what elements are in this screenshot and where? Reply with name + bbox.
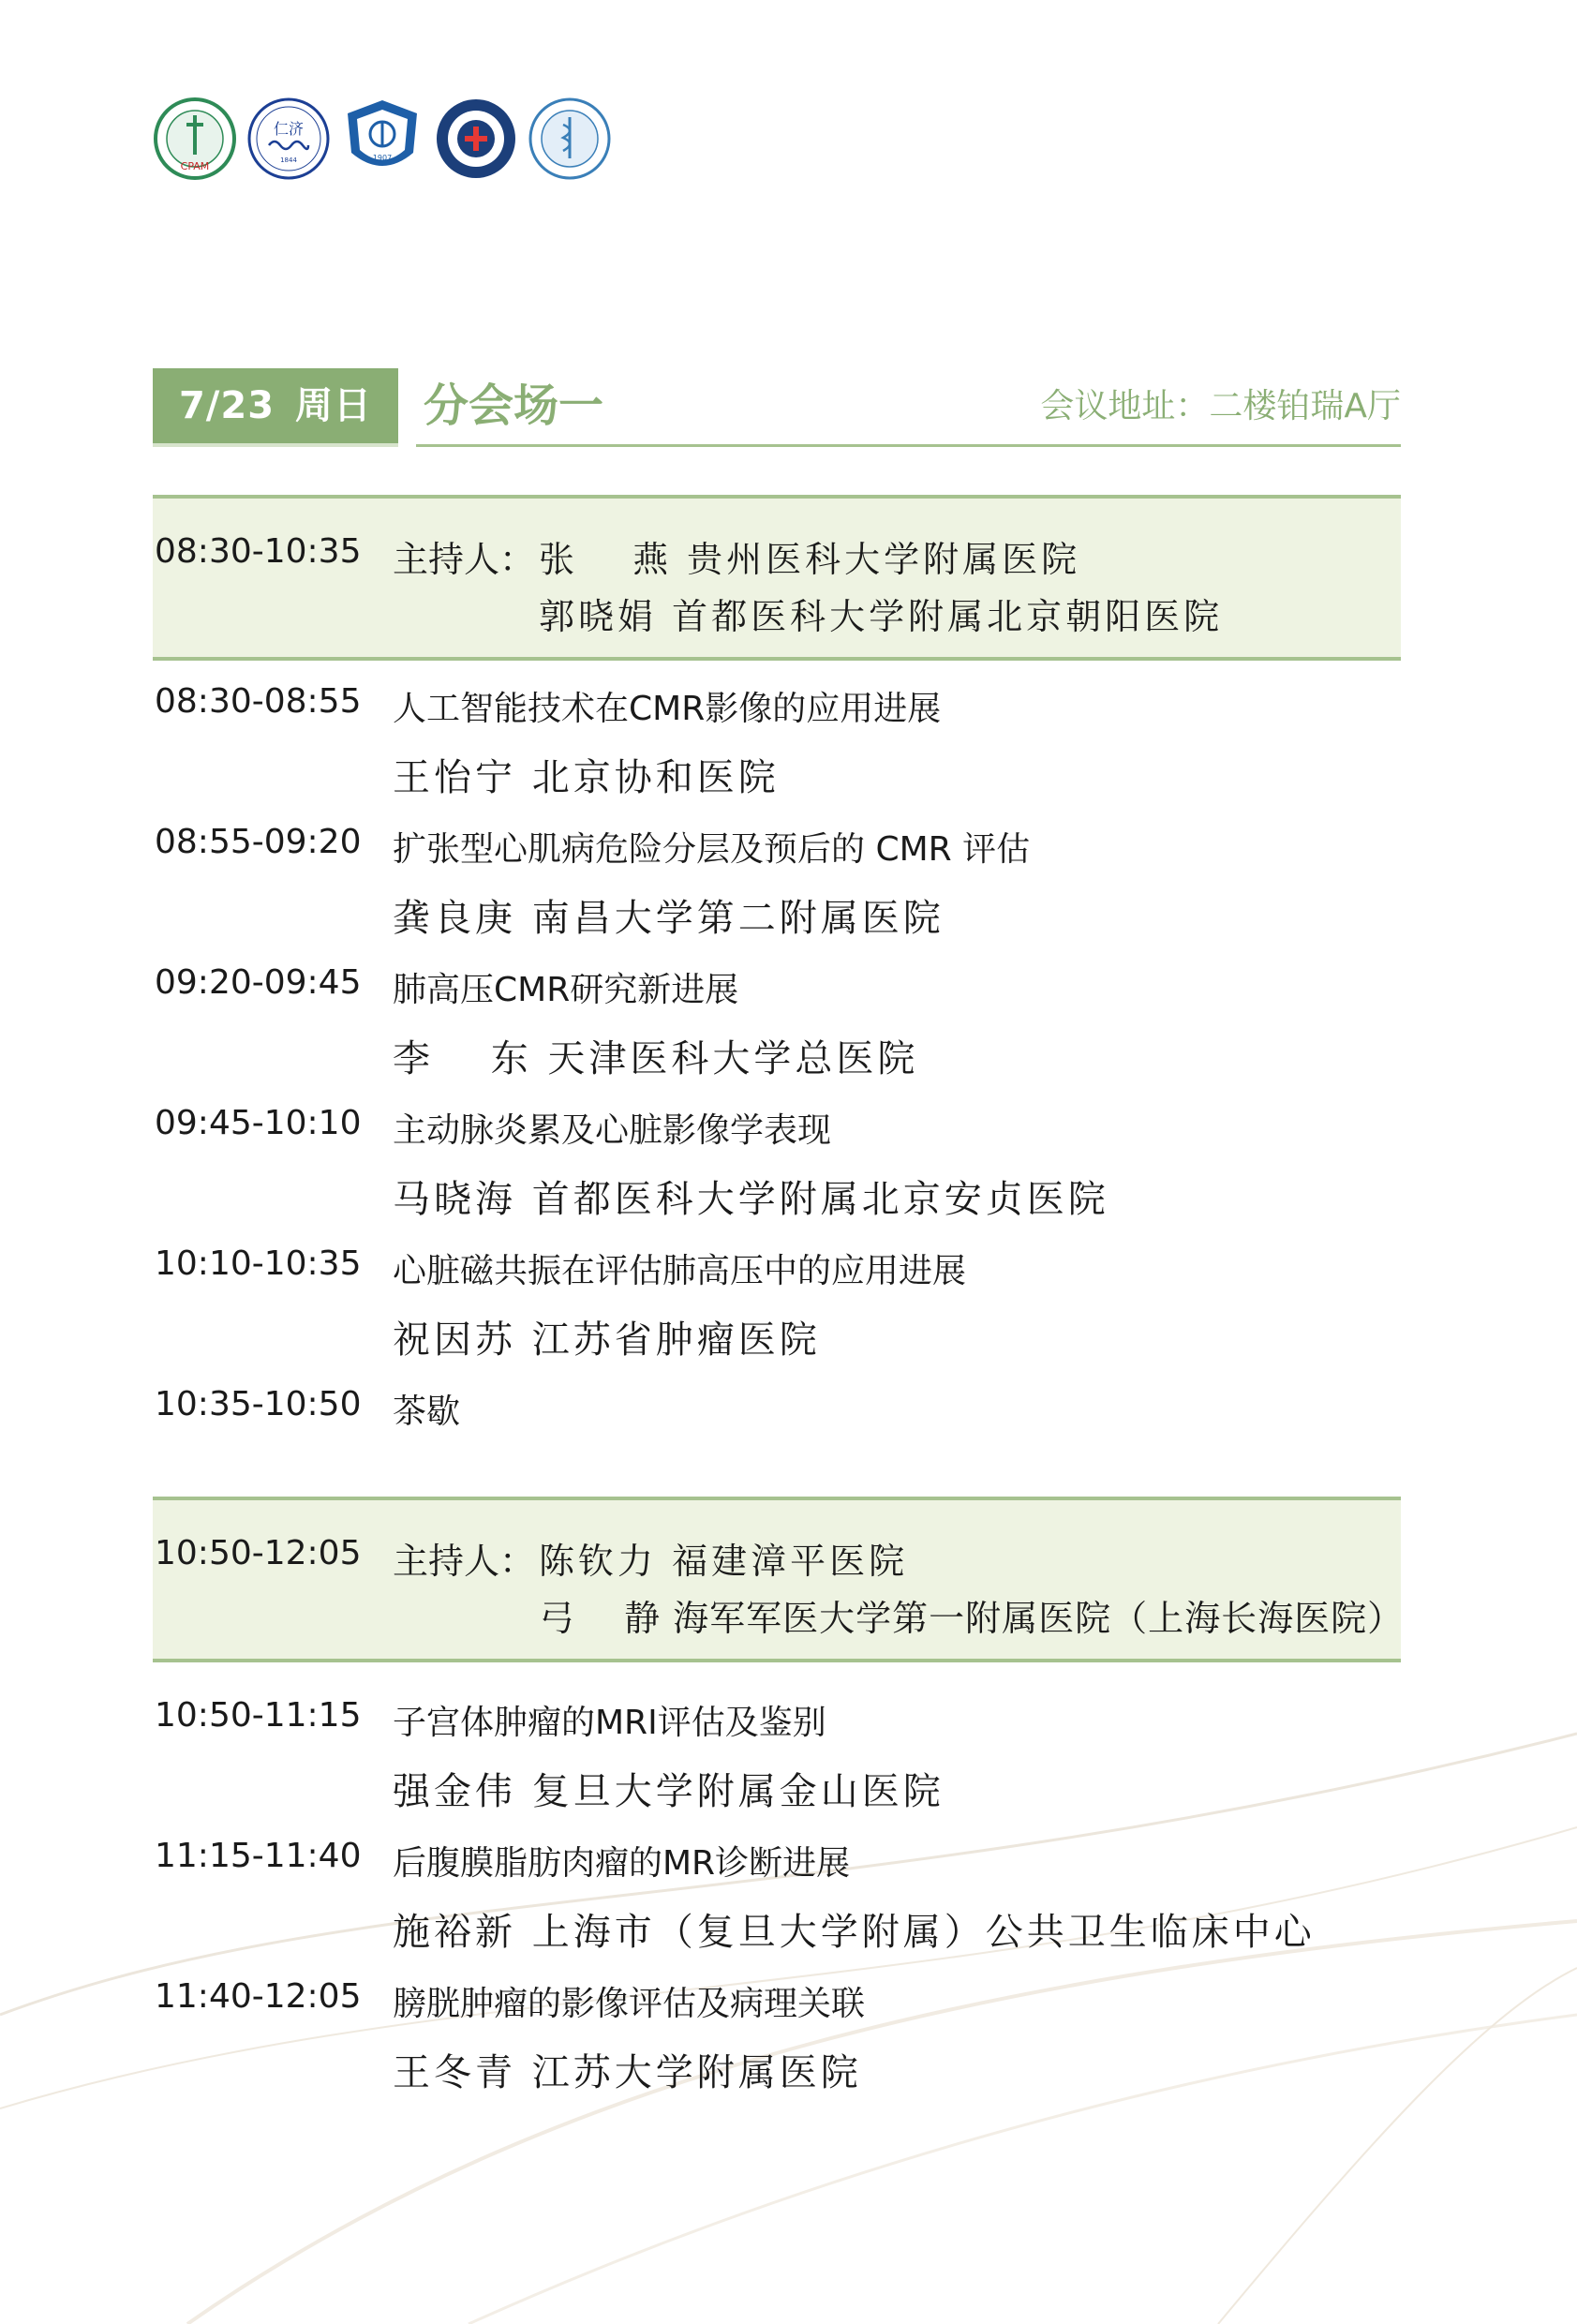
talk-title: 心脏磁共振在评估肺高压中的应用进展 (393, 1252, 967, 1290)
talk-time: 10:35-10:50 (155, 1385, 362, 1423)
tianjin-logo (434, 97, 518, 181)
talk-speaker: 龚良庚 南昌大学第二附属医院 (393, 897, 945, 940)
chair-label: 主持人： (393, 539, 536, 580)
talk-time: 08:55-09:20 (155, 823, 362, 861)
renji-logo-text: 仁济 (273, 120, 305, 138)
svg-text:1844: 1844 (280, 156, 297, 164)
talk-time: 10:50-11:15 (155, 1696, 362, 1735)
chair-name-line: 张 燕 贵州医科大学附属医院 (539, 539, 1081, 580)
talk-time: 09:45-10:10 (155, 1104, 362, 1142)
talk-title: 扩张型心肌病危险分层及预后的 CMR 评估 (393, 830, 1031, 869)
talk-time: 11:40-12:05 (155, 1977, 362, 2016)
session-weekday: 周日 (295, 384, 373, 427)
cpam-logo (153, 97, 237, 181)
logo-row (153, 97, 612, 181)
chair-time: 08:30-10:35 (155, 532, 362, 571)
talk-title: 肺高压CMR研究新进展 (393, 971, 739, 1009)
renji-logo (246, 97, 331, 181)
talk-speaker: 马晓海 首都医科大学附属北京安贞医院 (393, 1178, 1109, 1221)
chair-block (153, 1497, 1405, 1662)
talk-title: 后腹膜脂肪肉瘤的MR诊断进展 (393, 1844, 851, 1883)
talk-speaker: 施裕新 上海市（复旦大学附属）公共卫生临床中心 (393, 1911, 1316, 1954)
title-divider (416, 444, 1401, 447)
date-tab-shadow (153, 443, 398, 447)
talk-title: 膀胱肿瘤的影像评估及病理关联 (393, 1985, 866, 2023)
talk-time: 09:20-09:45 (155, 963, 362, 1002)
session-date: 7/23 (178, 384, 275, 427)
chair-label: 主持人： (393, 1541, 536, 1582)
talk-title: 主动脉炎累及心脏影像学表现 (393, 1111, 832, 1150)
talk-title: 子宫体肿瘤的MRI评估及鉴别 (393, 1704, 826, 1742)
talk-speaker: 王怡宁 北京协和医院 (393, 756, 780, 799)
chair-name-line: 郭晓娟 首都医科大学附属北京朝阳医院 (539, 596, 1224, 637)
cpam-logo-text: CPAM (180, 160, 210, 172)
chair-time: 10:50-12:05 (155, 1534, 362, 1572)
chair-block (153, 495, 1401, 661)
talk-speaker: 王冬青 江苏大学附属医院 (393, 2051, 862, 2094)
talk-speaker: 祝因苏 江苏省肿瘤医院 (393, 1318, 821, 1362)
talk-title: 人工智能技术在CMR影像的应用进展 (393, 690, 942, 728)
chair-name-line: 陈钦力 福建漳平医院 (539, 1541, 909, 1582)
chair-name-line: 弓 静 海军军医大学第一附属医院（上海长海医院） (539, 1598, 1405, 1639)
talk-time: 08:30-08:55 (155, 682, 362, 721)
talk-title: 茶歇 (393, 1393, 461, 1431)
venue-address: 会议地址：二楼铂瑞A厅 (1040, 387, 1401, 425)
shield-logo-text: 1907 (372, 154, 393, 162)
date-tab (153, 368, 398, 443)
session-title: 分会场一 (424, 380, 604, 432)
talk-time: 10:10-10:35 (155, 1244, 362, 1283)
talk-time: 11:15-11:40 (155, 1837, 362, 1875)
hospital-logo (528, 97, 612, 181)
shield-logo (340, 97, 424, 181)
talk-speaker: 李 东 天津医科大学总医院 (393, 1037, 919, 1080)
talk-speaker: 强金伟 复旦大学附属金山医院 (393, 1770, 945, 1813)
